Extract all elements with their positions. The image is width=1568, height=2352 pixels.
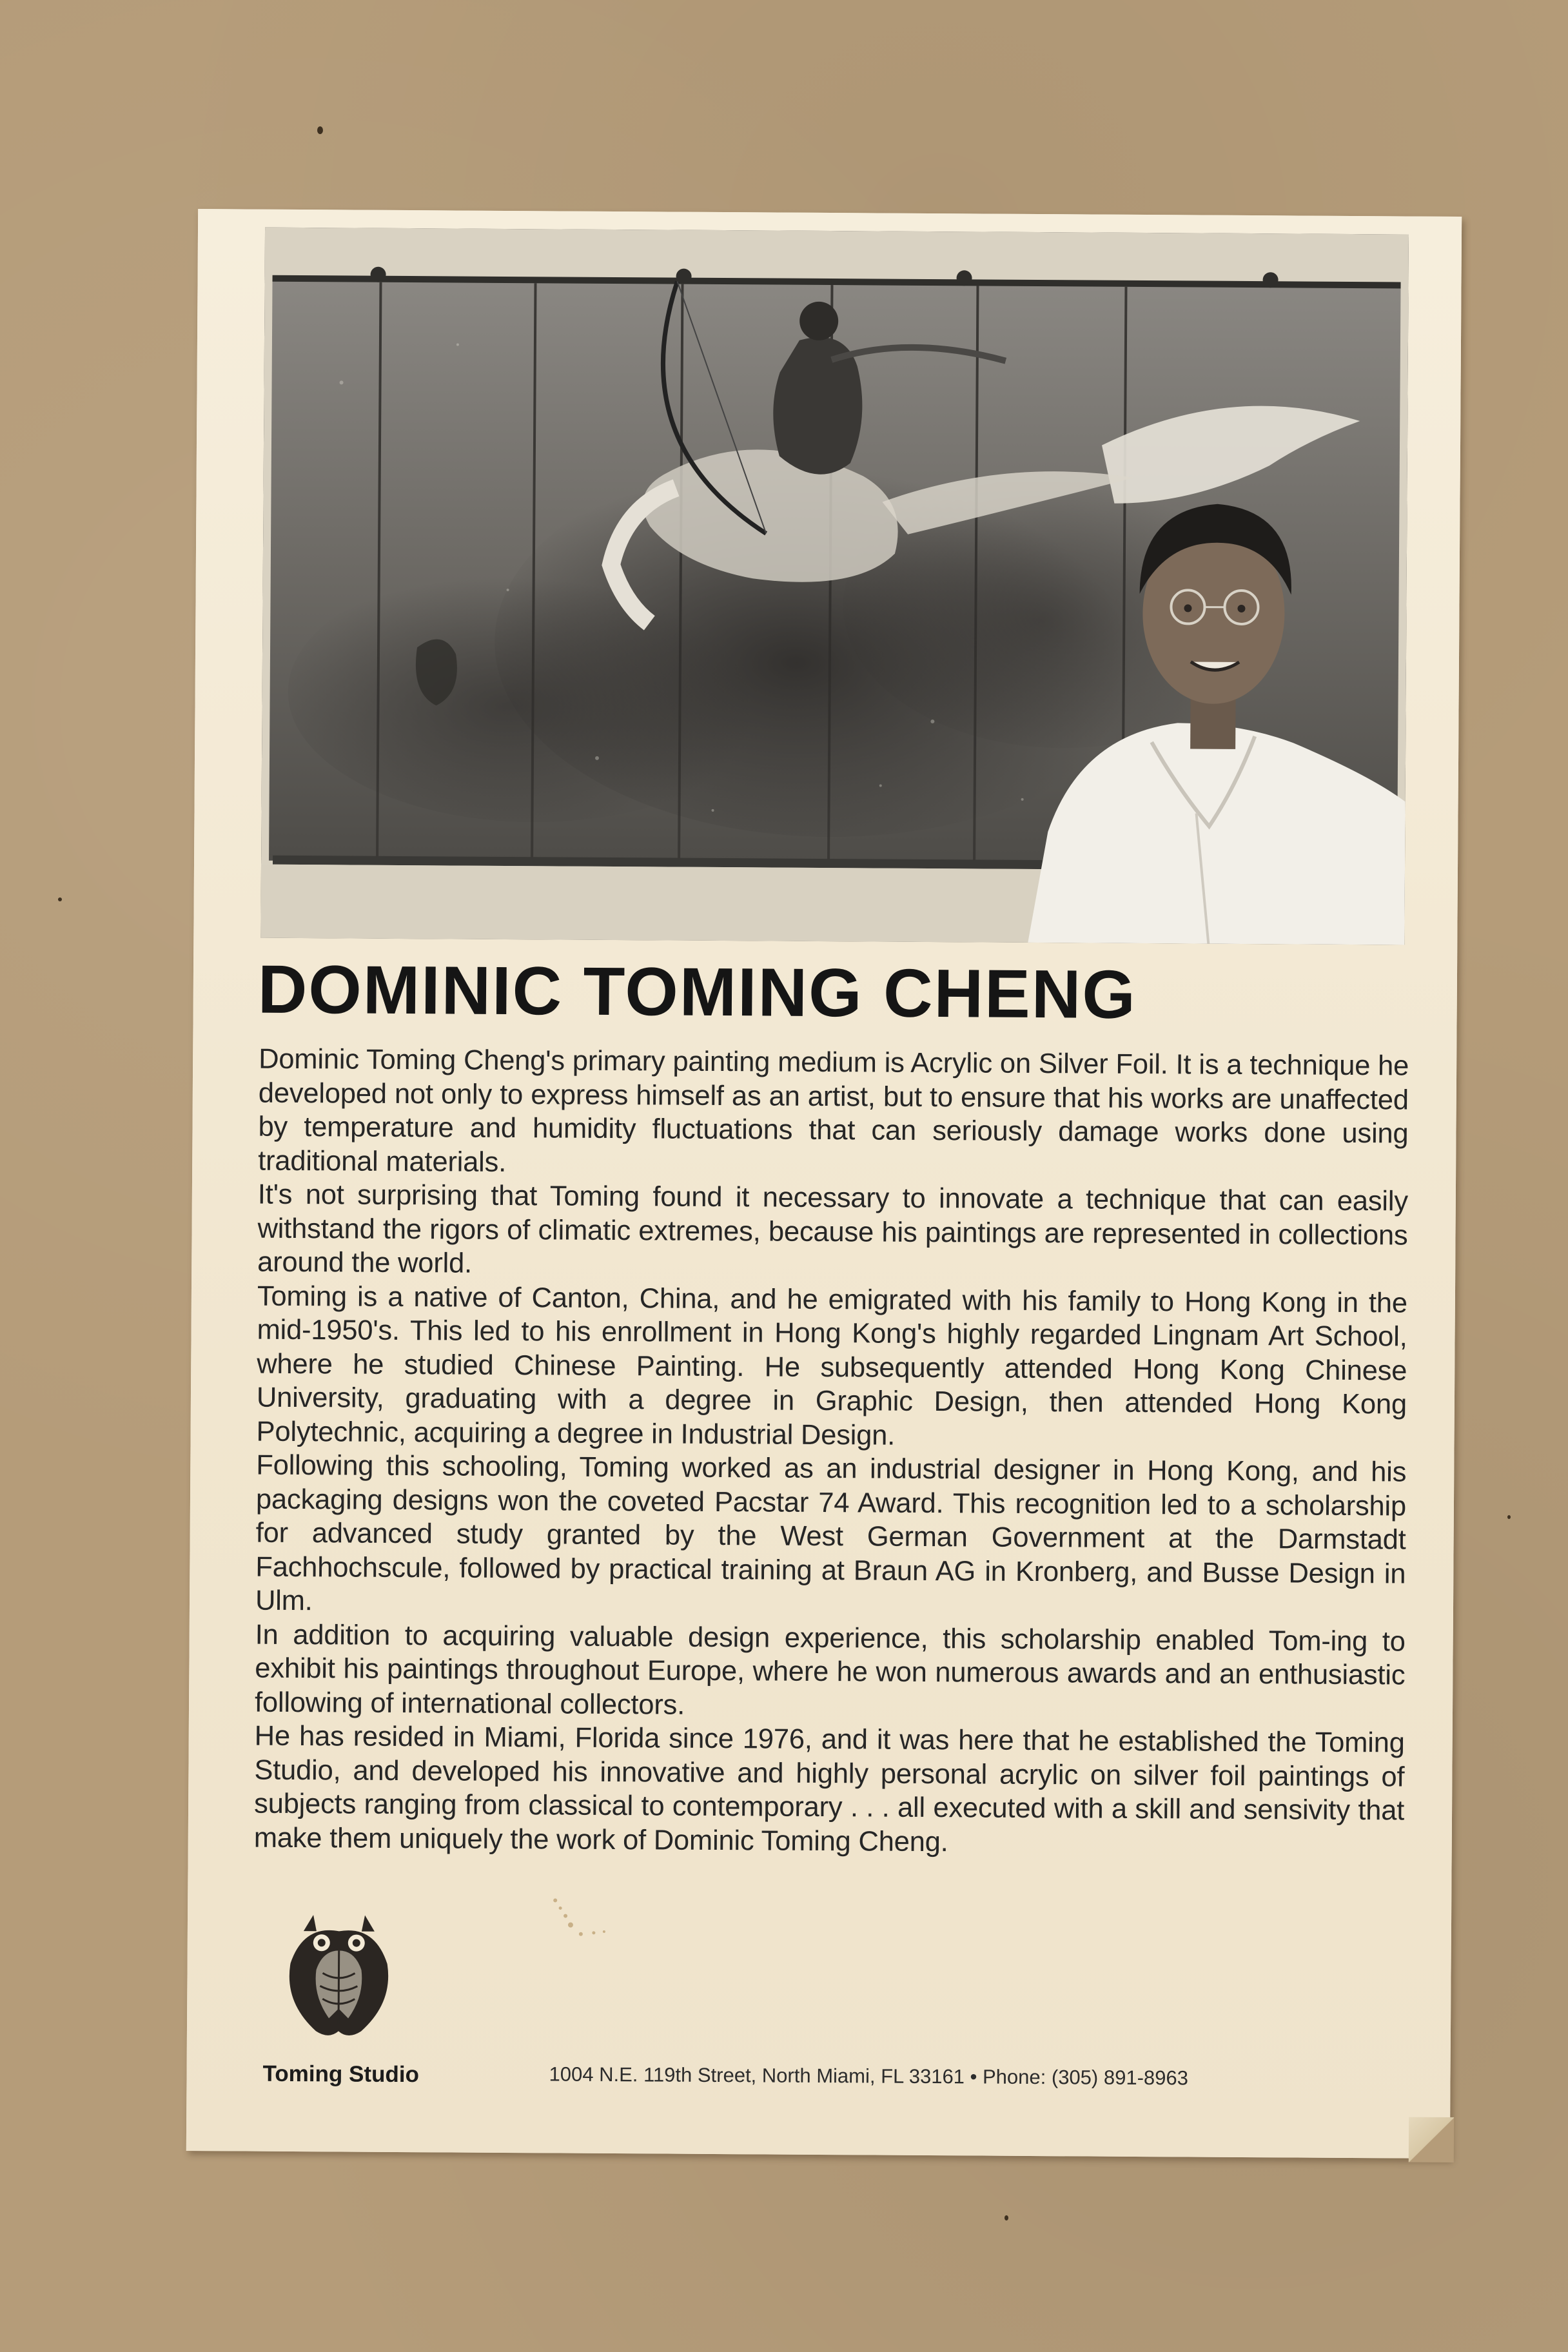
dust-speck [1004, 2215, 1008, 2220]
studio-address: 1004 N.E. 119th Street, North Miami, FL 33161 • Phone: (305) 891-8963 [549, 2063, 1189, 2090]
twin-fish-logo-icon [277, 1912, 400, 2041]
bio-paragraph: It's not surprising that Toming found it necessary to innovate a technique that can easily withstand the rigors of climatic extremes, because his paintings are represented in collections around the world. [257, 1179, 1408, 1279]
bio-paragraph: Following this schooling, Toming worked as an industrial designer in Hong Kong, and his packaging designs won the coveted Pacstar 74 Award. This recognition led to a scholarship for advanced study granted by the West German Government at the Darmstadt Fachhochscule, followed by practical training at Braun AG in Kronberg, and Busse Design in Ulm. [255, 1449, 1407, 1617]
artist-name-heading: DOMINIC TOMING CHENG [257, 951, 1137, 1033]
biography [254, 1043, 1409, 1862]
bio-paragraph: In addition to acquiring valuable design experience, this scholarship enabled Tom-ing to exhibit his paintings throughout Europe, where he won numerous awards and an enthusiastic following of international collectors. [254, 1619, 1406, 1721]
artist-photo [260, 228, 1409, 945]
studio-name: Toming Studio [262, 2061, 420, 2088]
bio-paragraph: Toming is a native of Canton, China, and he emigrated with his family to Hong Kong in the mid-1950's. This led to his enrollment in Hong Kong's highly regarded Lingnam Art School, where he studied Chinese Painting. He subsequently attended Hong Kong Chinese University, graduating with a degree in Graphic Design, then attended Hong Kong Polytechnic, acquiring a degree in Industrial Design. [256, 1280, 1408, 1451]
dust-speck [58, 897, 62, 901]
bio-paragraph: He has resided in Miami, Florida since 1976, and it was here that he established the Toming Studio, and developed his innovative and highly personal acrylic on silver foil paintings of subjects ranging from classical to contemporary . . . all executed with a skill and sensivity that make them uniquely the work of Dominic Toming Cheng. [253, 1720, 1405, 1857]
dust-speck [1507, 1515, 1511, 1519]
artist-photo-image [260, 228, 1409, 945]
dust-speck [317, 126, 323, 134]
corner-fold [1409, 2117, 1454, 2162]
bio-paragraph: Dominic Toming Cheng's primary painting medium is Acrylic on Silver Foil. It is a technique he developed not only to express himself as an artist, but to ensure that his works are unaffected by temperature and humidity fluctuations that can seriously damage works done using traditional materials. [258, 1043, 1409, 1178]
paper-stain [542, 1894, 633, 1952]
artist-flyer [186, 209, 1462, 2159]
